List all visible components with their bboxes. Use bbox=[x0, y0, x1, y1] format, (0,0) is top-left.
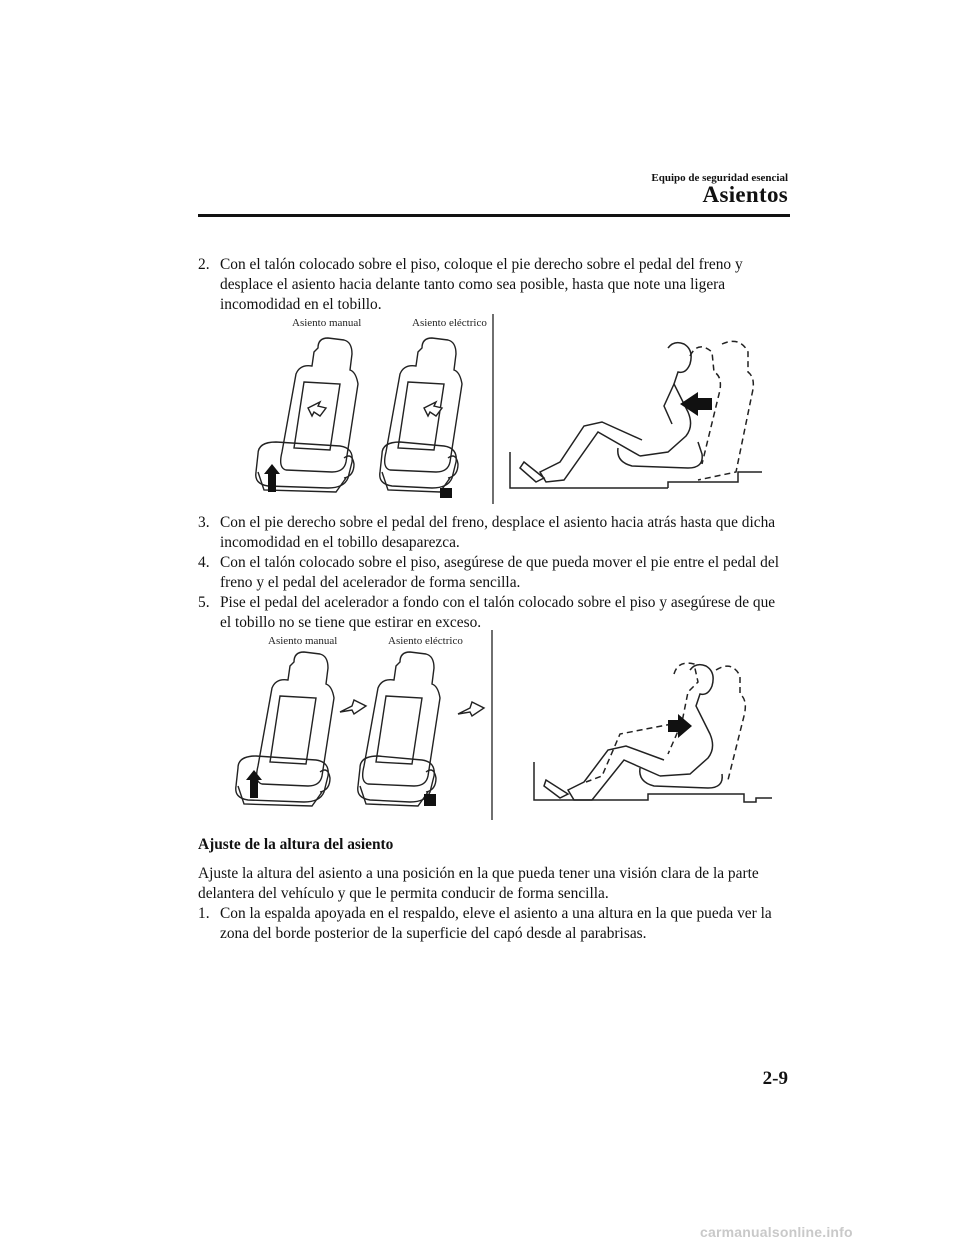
list-item bbox=[198, 553, 790, 593]
running-header-section: Equipo de seguridad esencial bbox=[651, 172, 788, 184]
section-paragraph: Ajuste la altura del asiento a una posición en la que pueda tener una visión clara de la parte delantera del vehículo y que le permita conducir de forma sencilla. bbox=[198, 865, 759, 902]
label-electric-seat: Asiento eléctrico bbox=[412, 317, 487, 329]
seat-backward-illustration bbox=[228, 630, 776, 822]
list-item bbox=[198, 593, 790, 633]
seat-forward-illustration bbox=[228, 312, 776, 504]
step-text: Pise el pedal del acelerador a fondo con el talón colocado sobre el piso y asegúrese de que el tobillo no se tiene que estirar en exceso. bbox=[220, 594, 776, 631]
header-rule bbox=[198, 214, 790, 217]
step-number: 1. bbox=[198, 905, 210, 922]
step-text: Con el pie derecho sobre el pedal del freno, desplace el asiento hacia atrás hasta que dicha incomodidad en el tobillo desaparezca. bbox=[220, 514, 776, 551]
step-number: 2. bbox=[198, 256, 210, 273]
list-item bbox=[198, 255, 790, 315]
section-heading: Ajuste de la altura del asiento bbox=[198, 836, 394, 853]
step-number: 5. bbox=[198, 594, 210, 611]
step-text: Con el talón colocado sobre el piso, coloque el pie derecho sobre el pedal del freno y desplace el asiento hacia delante tanto como sea posible, hasta que note una ligera incomodidad en el tobillo. bbox=[220, 256, 743, 313]
driver-side-view-drawing bbox=[534, 663, 772, 802]
list-item bbox=[198, 513, 790, 553]
driver-side-view-drawing bbox=[510, 341, 762, 488]
electric-seat-drawing bbox=[358, 652, 440, 806]
label-manual-seat: Asiento manual bbox=[292, 317, 362, 329]
steps-list-a bbox=[198, 255, 790, 315]
label-manual-seat: Asiento manual bbox=[268, 635, 338, 647]
label-electric-seat: Asiento eléctrico bbox=[388, 635, 463, 647]
electric-seat-drawing bbox=[380, 338, 462, 492]
step-text: Con el talón colocado sobre el piso, asegúrese de que pueda mover el pie entre el pedal del freno y el pedal del acelerador de forma sencilla. bbox=[220, 554, 779, 591]
figure-seat-forward bbox=[228, 312, 776, 504]
step-number: 3. bbox=[198, 514, 210, 531]
list-item bbox=[198, 904, 790, 944]
running-header-title: Asientos bbox=[702, 182, 788, 207]
figure-seat-backward bbox=[228, 630, 776, 822]
section-body bbox=[198, 864, 790, 944]
step-text: Con la espalda apoyada en el respaldo, eleve el asiento a una altura en la que pueda ver la zona del borde posterior de la superficie del capó desde al parabrisas. bbox=[220, 905, 772, 942]
step-number: 4. bbox=[198, 554, 210, 571]
page-number: 2-9 bbox=[762, 1068, 788, 1089]
watermark: carmanualsonline.info bbox=[700, 1224, 853, 1240]
steps-list-b bbox=[198, 513, 790, 633]
